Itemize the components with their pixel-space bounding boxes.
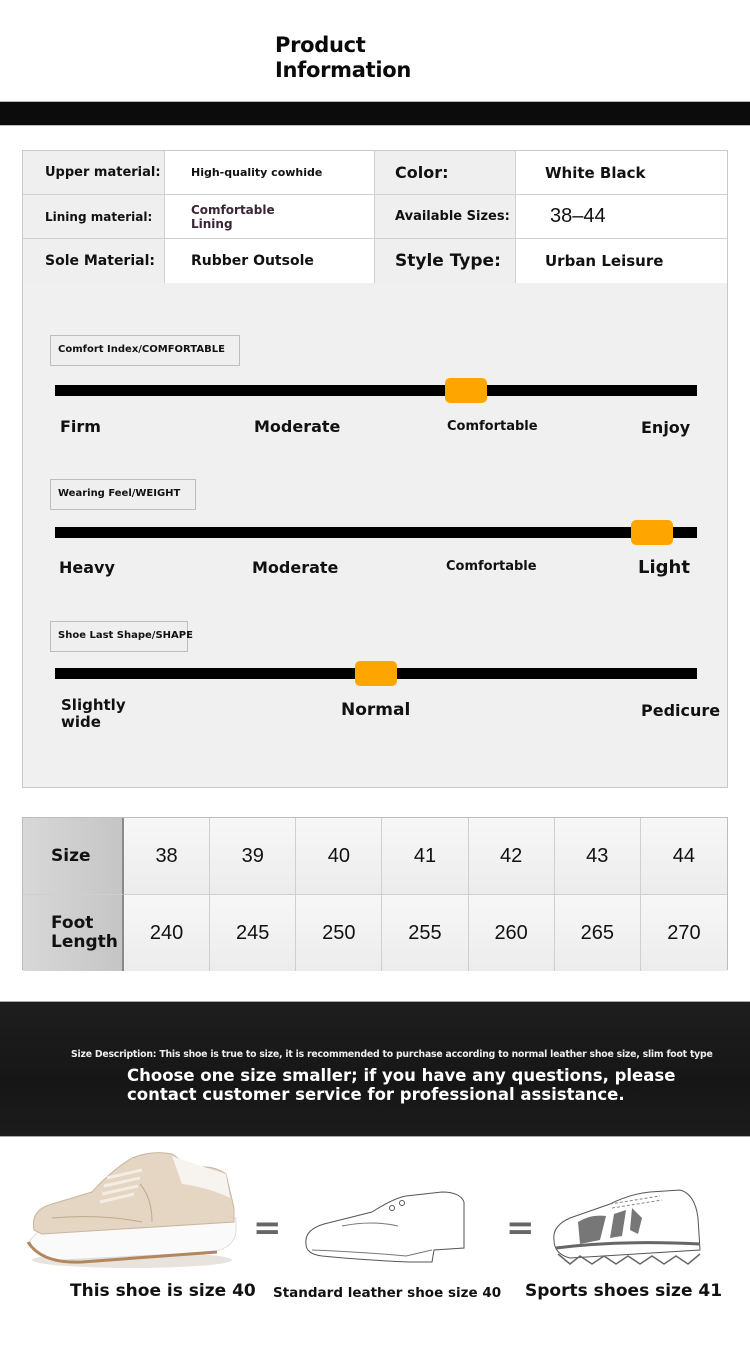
spec-label: Available Sizes: (375, 195, 516, 238)
foot-length-cell: 240 (124, 895, 210, 971)
foot-length-header-line: Foot (51, 913, 94, 933)
shape-label-normal: Normal (341, 700, 411, 720)
spec-row (23, 195, 727, 239)
foot-length-row-header (23, 895, 124, 971)
sports-shoe-caption: Sports shoes size 41 (525, 1281, 723, 1301)
size-cell: 42 (469, 818, 555, 895)
spec-value: Rubber Outsole (165, 239, 375, 283)
size-description-text: Size Description: This shoe is true to size, it is recommended to purchase according to normal leather shoe size, slim foot type (71, 1049, 713, 1060)
weight-label-light: Light (638, 557, 690, 578)
weight-label-heavy: Heavy (59, 558, 115, 577)
comfort-label-comfortable: Comfortable (447, 419, 538, 434)
size-chart-table (22, 817, 728, 970)
spec-label: Lining material: (23, 195, 165, 238)
size-advice-text: Choose one size smaller; if you have any questions, please contact customer service for professional assistance. (127, 1066, 676, 1104)
size-cell: 38 (124, 818, 210, 895)
this-shoe-caption: This shoe is size 40 (70, 1281, 256, 1301)
equals-sign: = (506, 1208, 535, 1248)
weight-label-comfortable: Comfortable (446, 559, 537, 574)
comfort-slider-knob (445, 378, 487, 403)
leather-shoe-icon (302, 1190, 472, 1268)
shape-label-slightly-wide (61, 697, 126, 731)
comfort-index-tag: Comfort Index/COMFORTABLE (50, 335, 240, 366)
foot-length-header-line: Length (51, 932, 118, 952)
spec-label: Style Type: (375, 239, 516, 283)
header-divider-bar (0, 101, 750, 126)
size-cell: 43 (555, 818, 641, 895)
spec-table (22, 150, 728, 284)
equals-sign: = (253, 1208, 282, 1248)
sneaker-photo-icon (22, 1148, 247, 1273)
weight-label-moderate: Moderate (252, 558, 339, 577)
attribute-slider-panel (22, 283, 728, 788)
spec-value (165, 195, 375, 238)
foot-length-cell: 250 (296, 895, 382, 971)
spec-label: Sole Material: (23, 239, 165, 283)
shape-label-line: Slightly (61, 696, 126, 714)
spec-value: White Black (516, 151, 727, 194)
foot-length-cell: 265 (555, 895, 641, 971)
foot-length-cell: 260 (469, 895, 555, 971)
foot-length-cell: 245 (210, 895, 296, 971)
size-cell: 39 (210, 818, 296, 895)
spec-value: Urban Leisure (516, 239, 727, 283)
spec-value-line: Lining (191, 216, 233, 231)
size-cell: 41 (382, 818, 468, 895)
title-line-2: Information (275, 58, 412, 82)
comfort-slider-track (55, 385, 697, 396)
shape-slider-track (55, 668, 697, 679)
size-description-band (0, 1001, 750, 1137)
spec-label: Color: (375, 151, 516, 194)
weight-slider-track (55, 527, 697, 538)
spec-value: High-quality cowhide (165, 151, 375, 194)
sports-shoe-icon (550, 1188, 705, 1270)
spec-value: 38–44 (516, 195, 727, 238)
comfort-label-firm: Firm (60, 417, 101, 436)
spec-row (23, 239, 727, 283)
spec-row (23, 151, 727, 195)
page-title (275, 33, 411, 83)
title-line-1: Product (275, 33, 366, 57)
wearing-feel-tag: Wearing Feel/WEIGHT (50, 479, 196, 510)
comfort-label-enjoy: Enjoy (641, 418, 691, 437)
shoe-last-shape-tag: Shoe Last Shape/SHAPE (50, 621, 188, 652)
shape-slider-knob (355, 661, 397, 686)
size-cell: 44 (641, 818, 727, 895)
size-cell: 40 (296, 818, 382, 895)
foot-length-cell: 270 (641, 895, 727, 971)
size-row-header: Size (23, 818, 124, 895)
spec-label: Upper material: (23, 151, 165, 194)
comfort-label-moderate: Moderate (254, 417, 341, 436)
foot-length-cell: 255 (382, 895, 468, 971)
leather-shoe-caption: Standard leather shoe size 40 (273, 1285, 502, 1301)
spec-value-line: Comfortable (191, 202, 275, 217)
shape-label-pedicure: Pedicure (641, 701, 721, 720)
weight-slider-knob (631, 520, 673, 545)
shape-label-line: wide (61, 713, 101, 731)
